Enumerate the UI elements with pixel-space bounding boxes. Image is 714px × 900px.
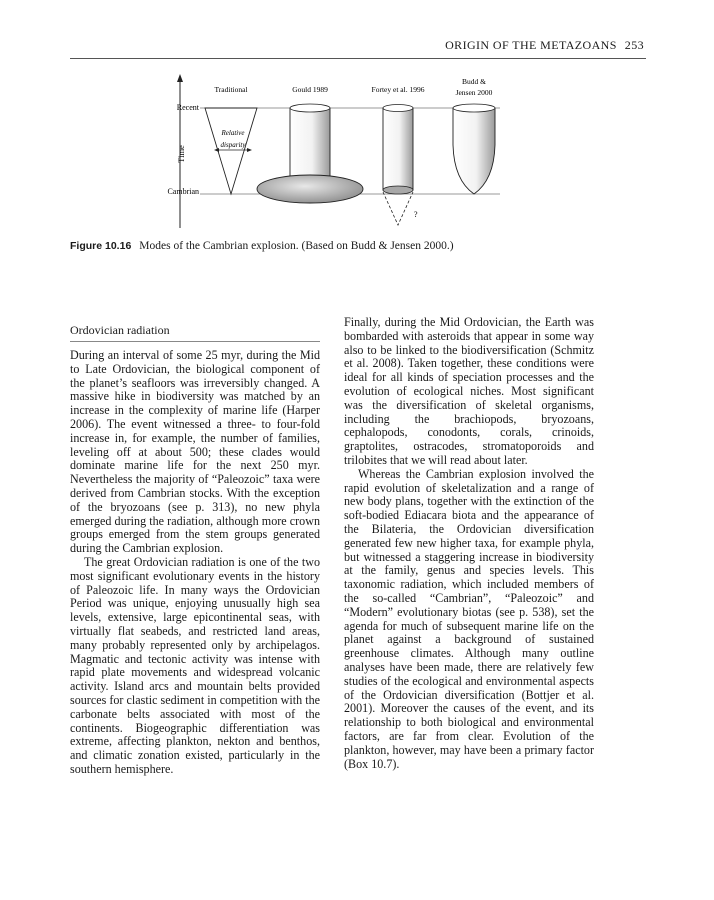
fortey-top <box>383 105 413 112</box>
budd-jensen-top <box>453 104 495 112</box>
axis-label-recent: Recent <box>176 103 199 112</box>
relative-label: Relative <box>221 129 245 137</box>
running-title: ORIGIN OF THE METAZOANS <box>445 38 617 52</box>
paragraph: Finally, during the Mid Ordovician, the Earth was bombarded with asteroids that appear in some way also to be linked to the biodiversification (Schmitz et al. 2008). Taken together, these conditions were ideal for all kinds of speciation processes and the evolution of ecological niches. Most significant was the diversification of skeletal organisms, including the brachiopods, bryozoans, cephalopods, conodonts, corals, crinoids, graptolites, ostracodes, stromatoporoids and trilobites that we will read about later. <box>344 315 594 467</box>
disparity-arrow-right-head <box>247 148 252 152</box>
disparity-arrow-left-head <box>214 148 219 152</box>
time-axis-arrow <box>177 74 183 82</box>
column-budd-jensen-line2: Jensen 2000 <box>455 88 493 97</box>
fortey-dashed-cone <box>383 192 413 225</box>
question-mark: ? <box>414 210 418 219</box>
column-budd-jensen-line1: Budd & <box>462 77 486 86</box>
figure-caption <box>70 239 670 254</box>
gould-top <box>290 104 330 112</box>
paragraph: The great Ordovician radiation is one of the two most significant evolutionary events in the history of Paleozoic life. In many ways the Ordovician Period was unique, enjoying unusually high sea levels, extensive, large epicontinental seas, with virtually flat seabeds, and restricted land areas, many probably represented only by archipelagos. Magmatic and tectonic activity was intense with rapid plate movements and widespread volcanic activity. Island arcs and mountain belts provided sources for clastic sediment in competition with the carbonate belts associated with most of the continents. Biogeographic differentiation was extreme, affecting plankton, nekton and benthos, and climatic zonation existed, particularly in the southern hemisphere. <box>70 554 320 776</box>
budd-jensen-cone <box>453 108 495 194</box>
fortey-base <box>383 186 413 194</box>
left-column <box>70 316 320 777</box>
figure-caption-text: Modes of the Cambrian explosion. (Based on Budd & Jensen 2000.) <box>139 240 454 252</box>
gould-tube <box>290 108 330 180</box>
gould-base <box>257 175 363 203</box>
column-gould: Gould 1989 <box>292 85 328 94</box>
running-head <box>70 38 644 53</box>
column-fortey: Fortey et al. 1996 <box>371 85 425 94</box>
figure-number: Figure 10.16 <box>70 240 132 252</box>
paragraph: During an interval of some 25 myr, during the Mid to Late Ordovician, the biological component of the planet’s seafloors was irreversibly changed. A massive hike in biodiversity was matched by an increase in the complexity of marine life (Harper 2006). The event witnessed a three- to four-fold increase in, for example, the number of families, leveling off at about 500; these clades would dominate marine life for the next 250 myr. Nevertheless the majority of “Paleozoic” taxa were derived from Cambrian stocks. With the exception of the bryozoans (see p. 313), no new phyla emerged during the radiation, although more crown groups emerged from the stem groups generated during the Cambrian explosion. <box>70 348 320 556</box>
axis-label-cambrian: Cambrian <box>167 187 199 196</box>
section-heading: Ordovician radiation <box>70 316 320 342</box>
header-rule <box>70 58 646 59</box>
axis-label-time: Time <box>176 145 186 163</box>
paragraph: Whereas the Cambrian explosion involved the rapid evolution of skeletalization and a range of new body plans, together with the extinction of the soft-bodied Ediacara biota and the appearance of the Bilateria, the Ordovician diversification generated few new higher taxa, for example phyla, but witnessed a staggering increase in biodiversity at the family, genus and species levels. This taxonomic radiation, which included members of the so-called “Cambrian”, “Paleozoic” and “Modern” evolutionary biotas (see p. 538), set the agenda for much of subsequent marine life on the planet against a background of sustained greenhouse climates. Although many outline analyses have been made, there are relatively few studies of the ecological and environmental aspects of the Ordovician diversification (Bottjer et al. 2001). Moreover the causes of the event, and its relationship to both biological and environmental factors, are far from clear. Evolution of the plankton, however, may have been a primary factor (Box 10.7). <box>344 466 594 771</box>
right-column <box>344 316 594 771</box>
fortey-tube <box>383 108 413 190</box>
column-traditional: Traditional <box>214 85 248 94</box>
cambrian-explosion-figure <box>150 70 520 230</box>
page-number: 253 <box>624 38 644 52</box>
disparity-label: disparity <box>220 141 246 149</box>
